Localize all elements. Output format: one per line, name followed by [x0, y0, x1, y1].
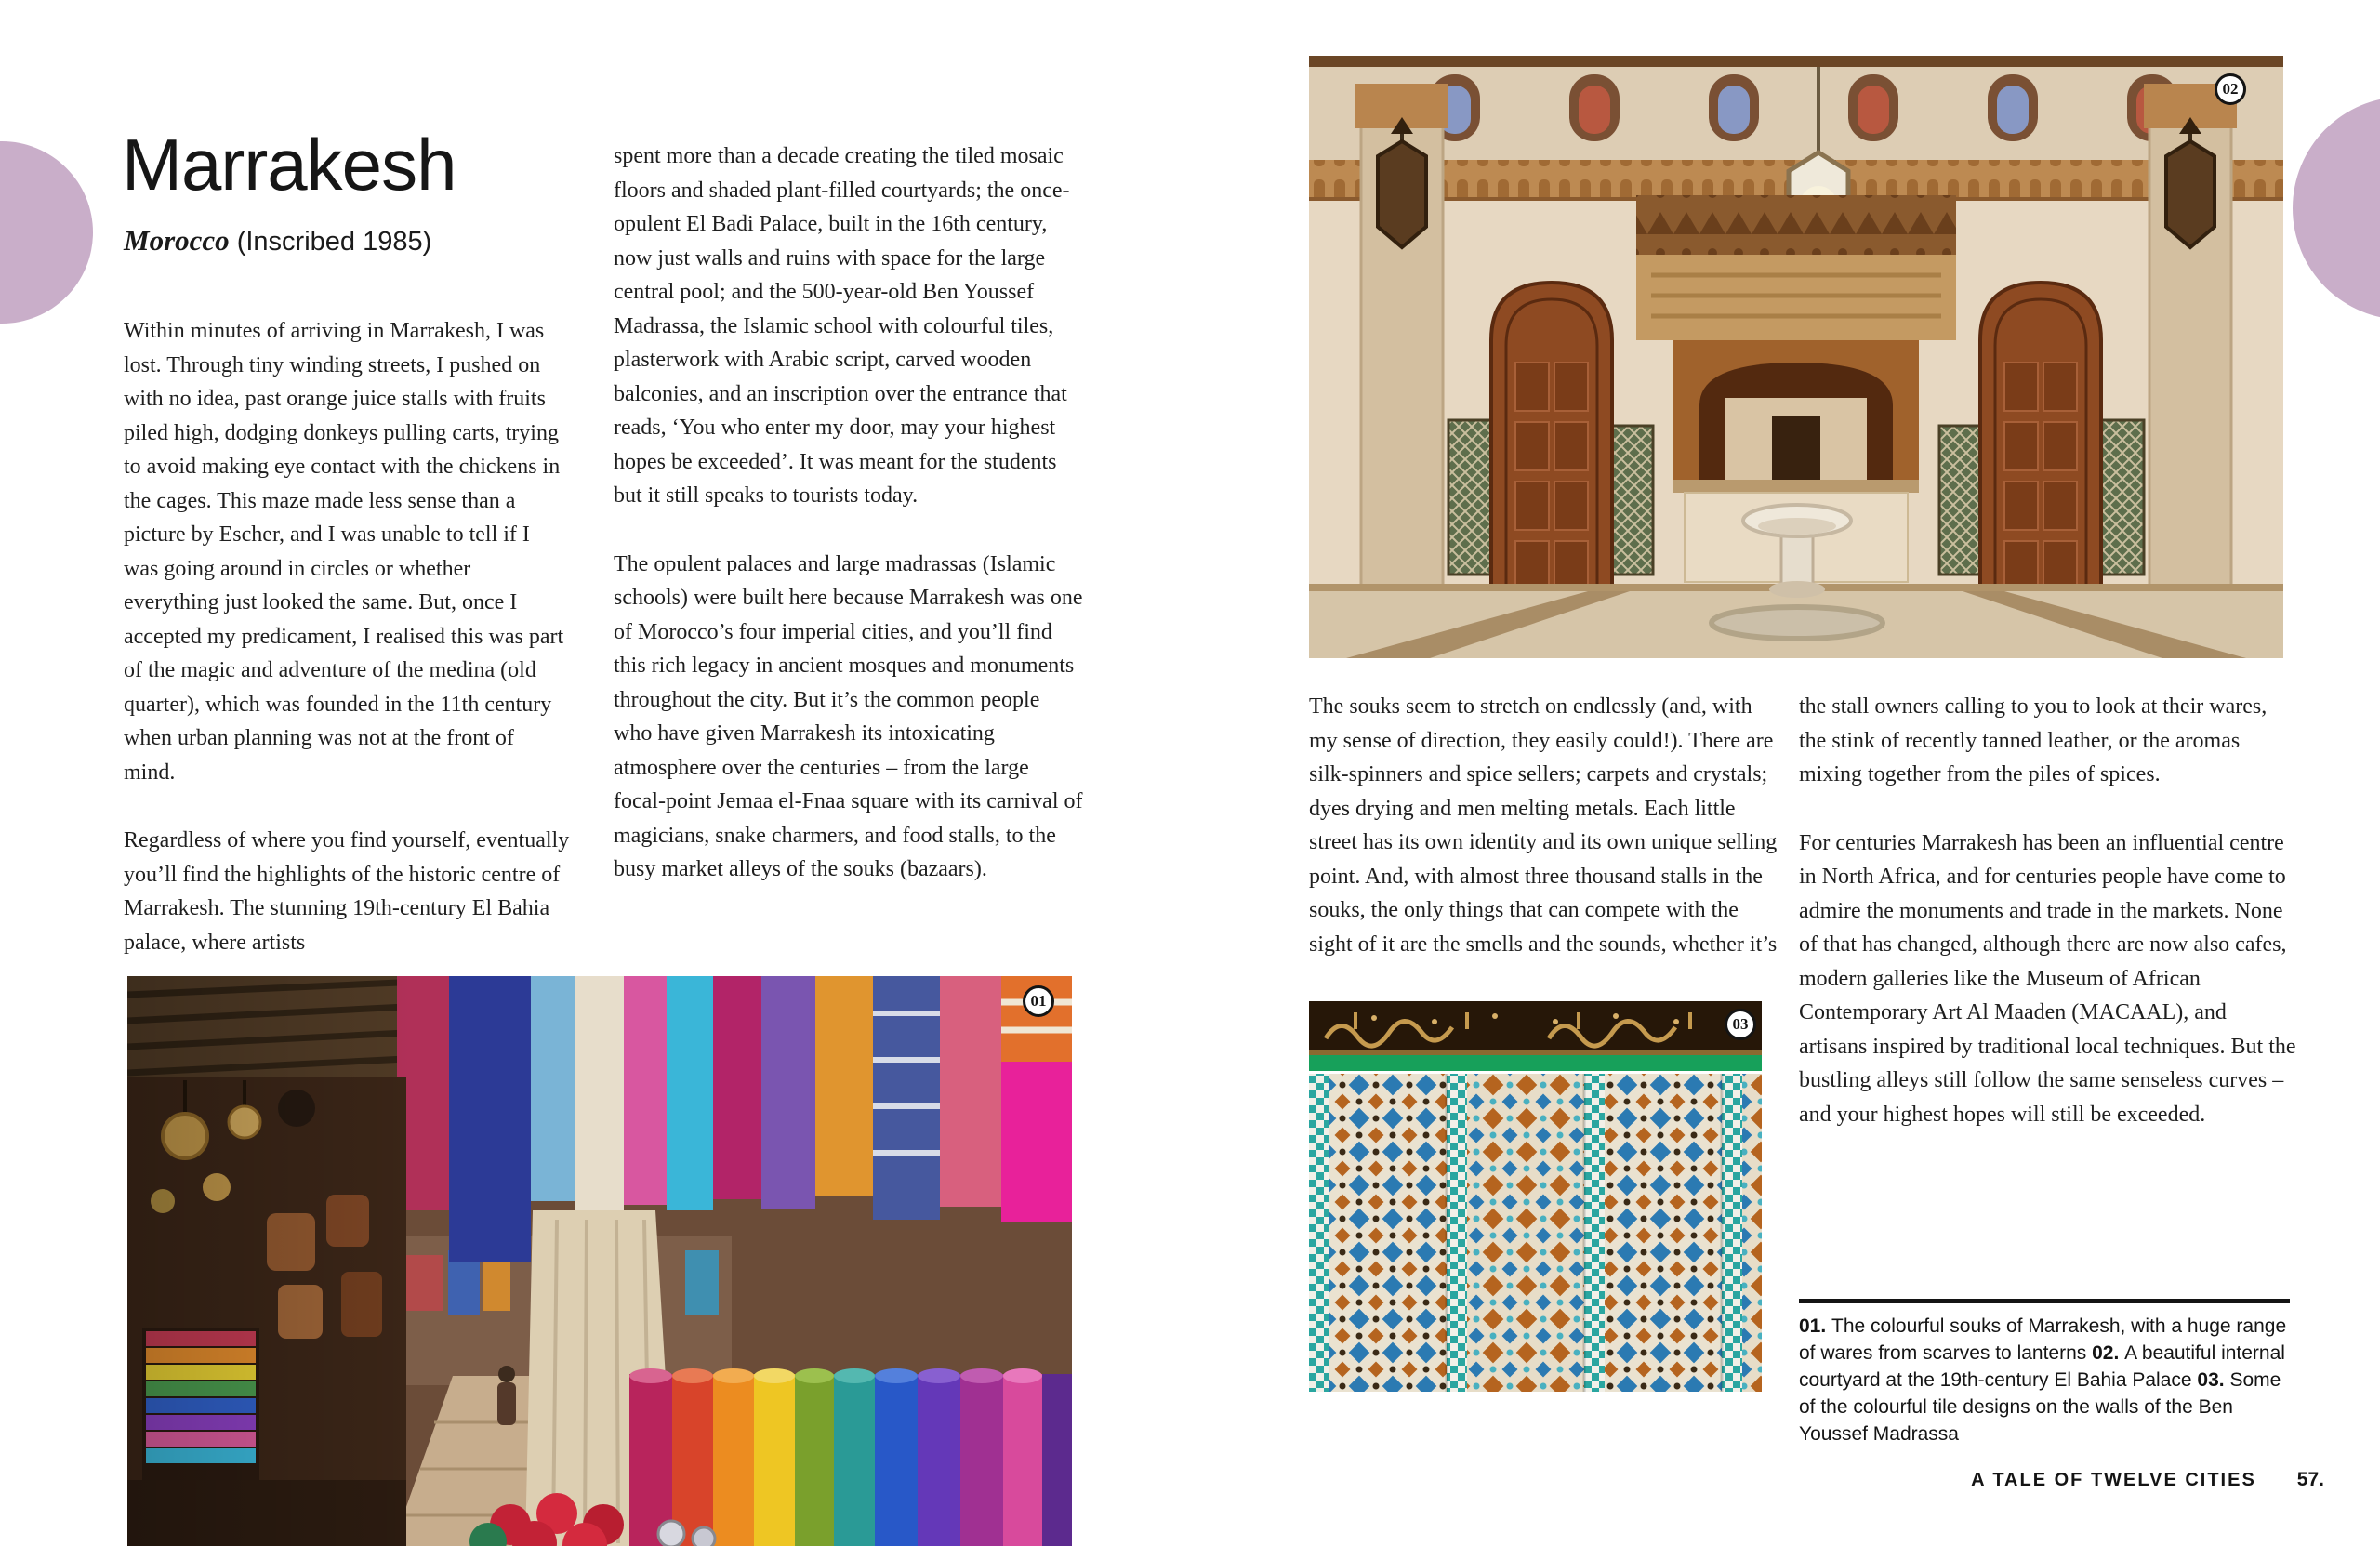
photo-number-badge-01: 01	[1023, 985, 1054, 1017]
page-subtitle	[124, 223, 431, 258]
caption-rule	[1799, 1299, 2290, 1303]
left-page-column-2	[614, 139, 1083, 921]
page-footer	[1309, 1469, 2324, 1491]
courtyard-photo-illustration	[1309, 56, 2283, 658]
country-name: Morocco	[124, 224, 230, 257]
left-page-column-1	[124, 314, 570, 994]
caption-number-02: 02.	[2092, 1342, 2125, 1364]
tiles-photo-illustration	[1309, 1001, 1762, 1392]
body-paragraph: For centuries Marrakesh has been an influential centre in North Africa, and for centuries people have come to admire the monuments and trade in the markets. None of that has changed, although there are now also cafes, modern galleries like the Museum of African Contemporary Art Al Maaden (MACAAL), and artisans inspired by traditional local techniques. But the bustling alleys still follow the same senseless curves – and your highest hopes will still be exceeded.	[1799, 830, 2296, 1127]
inscription-note: (Inscribed 1985)	[229, 227, 432, 257]
tiles-photo	[1309, 1001, 1762, 1392]
book-title: A TALE OF TWELVE CITIES	[1971, 1470, 2256, 1490]
body-paragraph: The souks seem to stretch on endlessly (and, with my sense of direction, they easily could!). There are silk-spinners and spice sellers; carpets and crystals; dyes drying and men melting metals. Each little street has its own identity and its own unique selling point. And, with almost three thousand stalls in the souks, the only things that can compete with the sight of it are the smells and the sounds, whether it’s	[1309, 694, 1778, 957]
photo-number-badge-03: 03	[1725, 1009, 1756, 1040]
caption-number-03: 03.	[2197, 1369, 2230, 1391]
right-page-column-2	[1799, 690, 2296, 1166]
courtyard-photo	[1309, 56, 2283, 658]
souk-photo-illustration	[127, 976, 1072, 1546]
souk-photo	[127, 976, 1072, 1546]
decorative-circle-right	[2293, 97, 2380, 320]
body-paragraph: The opulent palaces and large madrassas (Islamic schools) were built here because Marrakesh was one of Morocco’s four imperial cities, and you’ll find this rich legacy in ancient mosques and monuments throughout the city. But it’s the common people who have given Marrakesh its intoxicating atmosphere over the centuries – from the large focal-point Jemaa el-Fnaa square with its carnival of magicians, snake charmers, and food stalls, to the busy market alleys of the souks (bazaars).	[614, 551, 1083, 881]
page-title: Marrakesh	[122, 124, 456, 205]
body-paragraph: spent more than a decade creating the tiled mosaic floors and shaded plant-filled courtyards; the once-opulent El Badi Palace, built in the 16th century, now just walls and ruins with space for the large central pool; and the 500-year-old Ben Youssef Madrassa, the Islamic school with colourful tiles, plasterwork with Arabic script, carved wooden balconies, and an inscription over the entrance that reads, ‘You who enter my door, may your highest hopes be exceeded’. It was meant for the students but it still speaks to tourists today.	[614, 144, 1070, 508]
decorative-circle-left	[0, 141, 93, 324]
page-number: 57.	[2296, 1469, 2324, 1490]
body-paragraph: Regardless of where you find yourself, eventually you’ll find the highlights of the historic centre of Marrakesh. The stunning 19th-century El Bahia palace, where artists	[124, 828, 570, 955]
caption-text-03: Some of the colourful tile designs on the walls of the Ben Youssef Madrassa	[1799, 1369, 2281, 1445]
body-paragraph: the stall owners calling to you to look at their wares, the stink of recently tanned leather, or the aromas mixing together from the piles of spices.	[1799, 694, 2268, 786]
caption-text-01: The colourful souks of Marrakesh, with a huge range of wares from scarves to lanterns	[1799, 1315, 2287, 1364]
caption-number-01: 01.	[1799, 1315, 1832, 1337]
body-paragraph: Within minutes of arriving in Marrakesh, I was lost. Through tiny winding streets, I pushed on with no idea, past orange juice stalls with fruits piled high, dodging donkeys pulling carts, trying to avoid making eye contact with the chickens in the cages. This maze made less sense than a picture by Escher, and I was unable to tell if I was going around in circles or whether everything just looked the same. But, once I accepted my predicament, I realised this was part of the magic and adventure of the medina (old quarter), which was founded in the 11th century when urban planning was not at the front of mind.	[124, 319, 564, 785]
photo-number-badge-02: 02	[2215, 73, 2246, 105]
right-page-column-1	[1309, 690, 1778, 996]
caption-text-02: A beautiful internal courtyard at the 19th-century El Bahia Palace	[1799, 1342, 2285, 1391]
photo-caption	[1799, 1313, 2294, 1447]
